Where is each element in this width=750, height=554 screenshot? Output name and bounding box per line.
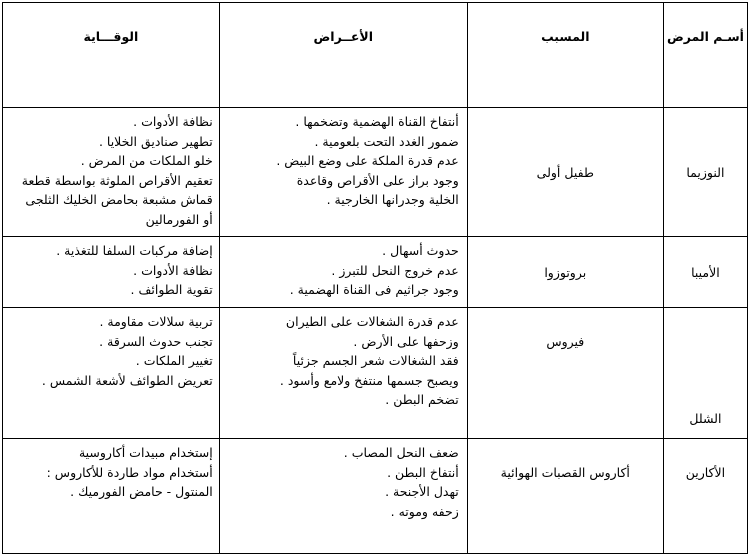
table-row (3, 308, 748, 439)
table-row (3, 439, 748, 554)
prevention-line: إضافة مركبات السلفا للتغذية . (56, 243, 213, 258)
symptom-line: ضعف النحل المصاب . (343, 445, 459, 460)
prevention-line: المنتول - حامض الفورميك . (70, 484, 213, 499)
disease-name: الأكارين (685, 465, 726, 480)
disease-cell (663, 308, 747, 439)
symptom-line: وجود جراثيم فى القناة الهضمية . (289, 282, 459, 297)
symptoms-cell (219, 108, 467, 237)
cause-text: طفيل أولى (536, 164, 594, 180)
header-symptoms-cell (219, 3, 467, 108)
disease-cell (663, 237, 747, 308)
prevention-line: تعقيم الأقراص الملوثة بواسطة قطعة (21, 172, 213, 188)
prevention-line: تطهير صناديق الخلايا . (98, 133, 213, 149)
symptom-line: حدوث أسهال . (382, 243, 459, 258)
symptoms-cell (219, 237, 467, 308)
cause-cell (467, 237, 663, 308)
symptom-line: زحفه وموته . (390, 503, 459, 519)
table-row (3, 237, 748, 308)
symptoms-cell (219, 439, 467, 554)
disease-table (2, 2, 748, 554)
prevention-line: إستخدام مبيدات أكاروسية (78, 445, 213, 460)
prevention-line: خلو الملكات من المرض . (80, 153, 213, 168)
header-row (3, 3, 748, 108)
symptom-line: ضمور الغدد التحت بلعومية . (314, 133, 459, 149)
header-cause: المسبب (541, 29, 590, 44)
header-disease: أسـم المرض (666, 29, 744, 44)
prevention-cell (3, 308, 220, 439)
symptom-line: تهدل الأجنحة . (385, 484, 459, 499)
symptom-line: فقد الشغالات شعر الجسم جزئياً (292, 353, 459, 368)
symptom-line: عدم قدرة الشغالات على الطيران (285, 314, 459, 329)
symptom-line: عدم خروج النحل للتبرز . (331, 262, 459, 278)
symptom-line: وزحفها على الأرض . (353, 333, 459, 349)
disease-name: النوزيما (686, 164, 725, 180)
prevention-line: تعريض الطوائف لأشعة الشمس . (41, 372, 213, 388)
prevention-cell (3, 439, 220, 554)
prevention-cell (3, 237, 220, 308)
header-prevention: الوقـــاية (83, 29, 139, 44)
prevention-line: تربية سلالات مقاومة . (99, 314, 213, 329)
prevention-line: أو الفورمالين (145, 211, 213, 227)
table-row (3, 108, 748, 237)
symptom-line: الخلية وجدرانها الخارجية . (326, 192, 459, 207)
header-symptoms: الأعــراض (313, 29, 374, 44)
prevention-line: أستخدام مواد طاردة للأكاروس : (46, 464, 213, 480)
symptom-line: ويصبح جسمها منتفخ ولامع وأسود . (279, 372, 459, 388)
symptoms-cell (219, 308, 467, 439)
prevention-line: تغيير الملكات . (135, 353, 213, 368)
prevention-line: نظافة الأدوات . (133, 262, 213, 278)
cause-text: أكاروس القصبات الهوائية (500, 465, 630, 480)
symptom-line: تضخم البطن . (385, 392, 459, 407)
symptom-line: وجود براز على الأقراص وقاعدة (296, 172, 459, 188)
prevention-cell (3, 108, 220, 237)
symptom-line: أنتفاخ البطن . (387, 464, 459, 480)
disease-name: الشلل (689, 411, 722, 426)
disease-name: الأميبا (691, 264, 720, 280)
header-disease-cell (663, 3, 747, 108)
symptom-line: أنتفاخ القناة الهضمية وتضخمها . (295, 114, 459, 129)
disease-cell (663, 108, 747, 237)
header-cause-cell (467, 3, 663, 108)
cause-cell (467, 439, 663, 554)
cause-text: فيروس (546, 334, 585, 349)
prevention-line: نظافة الأدوات . (133, 114, 213, 129)
cause-cell (467, 108, 663, 237)
cause-text: بروتوزوا (544, 264, 587, 280)
symptom-line: عدم قدرة الملكة على وضع البيض . (276, 153, 459, 168)
disease-cell (663, 439, 747, 554)
header-prevention-cell (3, 3, 220, 108)
prevention-line: تجنب حدوث السرقة . (99, 333, 213, 349)
prevention-line: تقوية الطوائف . (130, 282, 213, 297)
prevention-line: قماش مشبعة بحامض الخليك الثلجى (25, 192, 213, 207)
cause-cell (467, 308, 663, 439)
